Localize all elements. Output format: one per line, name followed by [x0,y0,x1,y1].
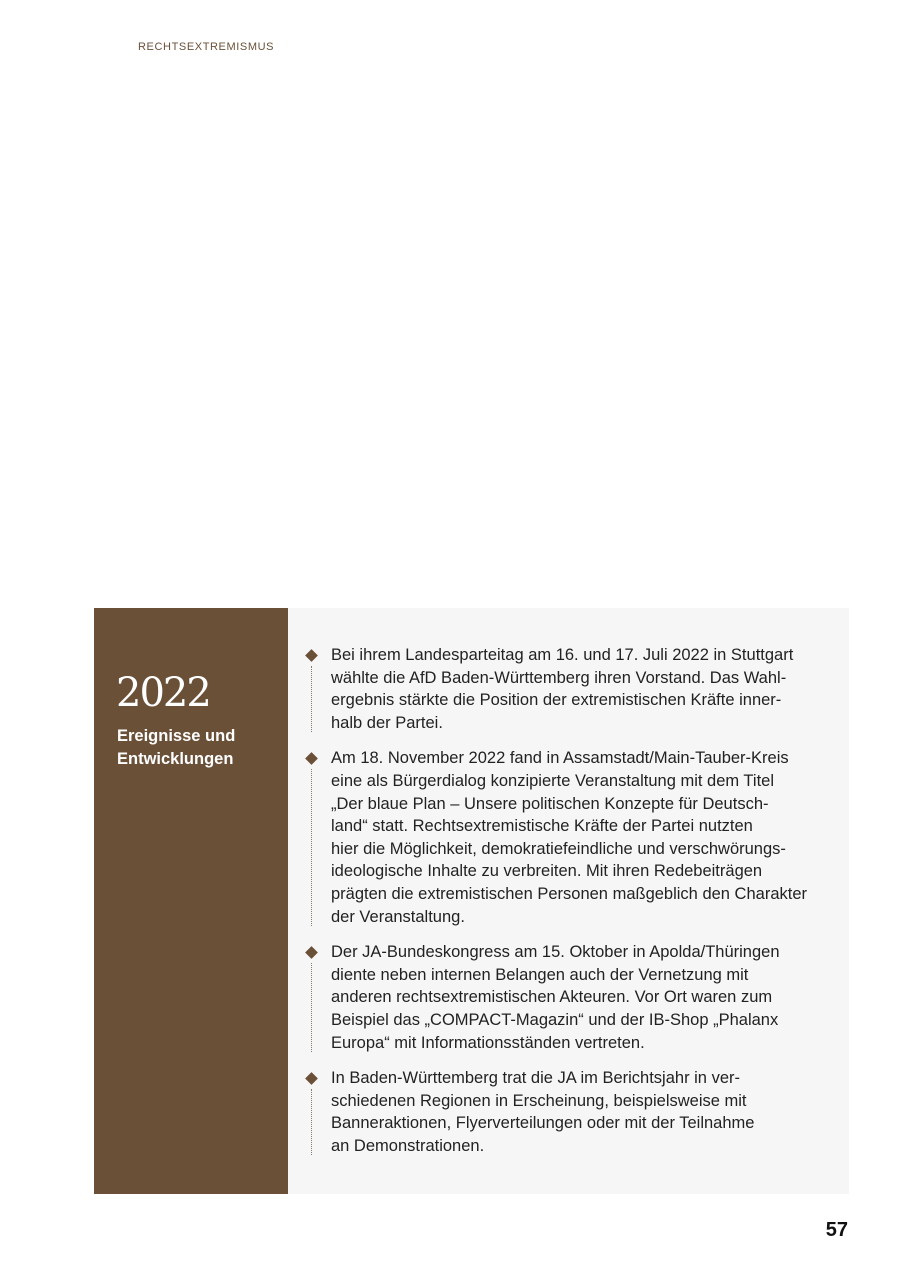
diamond-bullet-icon [305,1072,318,1085]
running-head: RECHTSEXTREMISMUS [138,41,275,53]
infobox-subtitle [117,725,277,770]
infobox-year: 2022 [116,670,210,716]
diamond-bullet-icon [305,649,318,662]
list-item [305,644,835,734]
dotted-guide-line [311,769,312,926]
infobox-subtitle-text: Ereignisse und Entwicklungen [117,727,236,768]
list-item [305,747,835,928]
list-item-text: In Baden-Württemberg trat die JA im Berichtsjahr in ver- schiedenen Regionen in Erscheinung, beispielsweise mit Banneraktionen, Flyerverteilungen oder mit der Teilnahme an Demonstrationen. [331,1069,755,1155]
diamond-bullet-icon [305,946,318,959]
events-infobox [94,608,849,1194]
list-item-text: Am 18. November 2022 fand in Assamstadt/Main-Tauber-Kreis eine als Bürgerdialog konzipierte Veranstaltung mit dem Titel „Der blaue Plan – Unsere politischen Konzepte für Deutsch- land“ statt. Rechtsextremistische Kräfte der Partei nutzten hier die Möglichkeit, demokratiefeindliche und verschwörungs- ideologische Inhalte zu verbreiten. Mit ihren Redebeiträgen prägten die extremistischen Personen maßgeblich den Charakter der Veranstaltung. [331,749,808,926]
diamond-bullet-icon [305,753,318,766]
dotted-guide-line [311,963,312,1052]
infobox-sidebar [94,608,288,1194]
list-item [305,941,835,1054]
page-number: 57 [825,1219,848,1241]
event-list [305,644,835,1157]
list-item-text: Der JA-Bundeskongress am 15. Oktober in Apolda/Thüringen diente neben internen Belangen auch der Vernetzung mit anderen rechtsextremistischen Akteuren. Vor Ort waren zum Beispiel das „COMPACT-Magazin“ und der IB-Shop „Phalanx Europa“ mit Informationsständen vertreten. [331,943,780,1052]
dotted-guide-line [311,1089,312,1155]
list-item [305,1067,835,1157]
list-item-text: Bei ihrem Landesparteitag am 16. und 17. Juli 2022 in Stuttgart wählte die AfD Baden-Württemberg ihren Vorstand. Das Wahl- ergebnis stärkte die Position der extremistischen Kräfte inner- halb der Partei. [331,646,794,732]
dotted-guide-line [311,666,312,732]
